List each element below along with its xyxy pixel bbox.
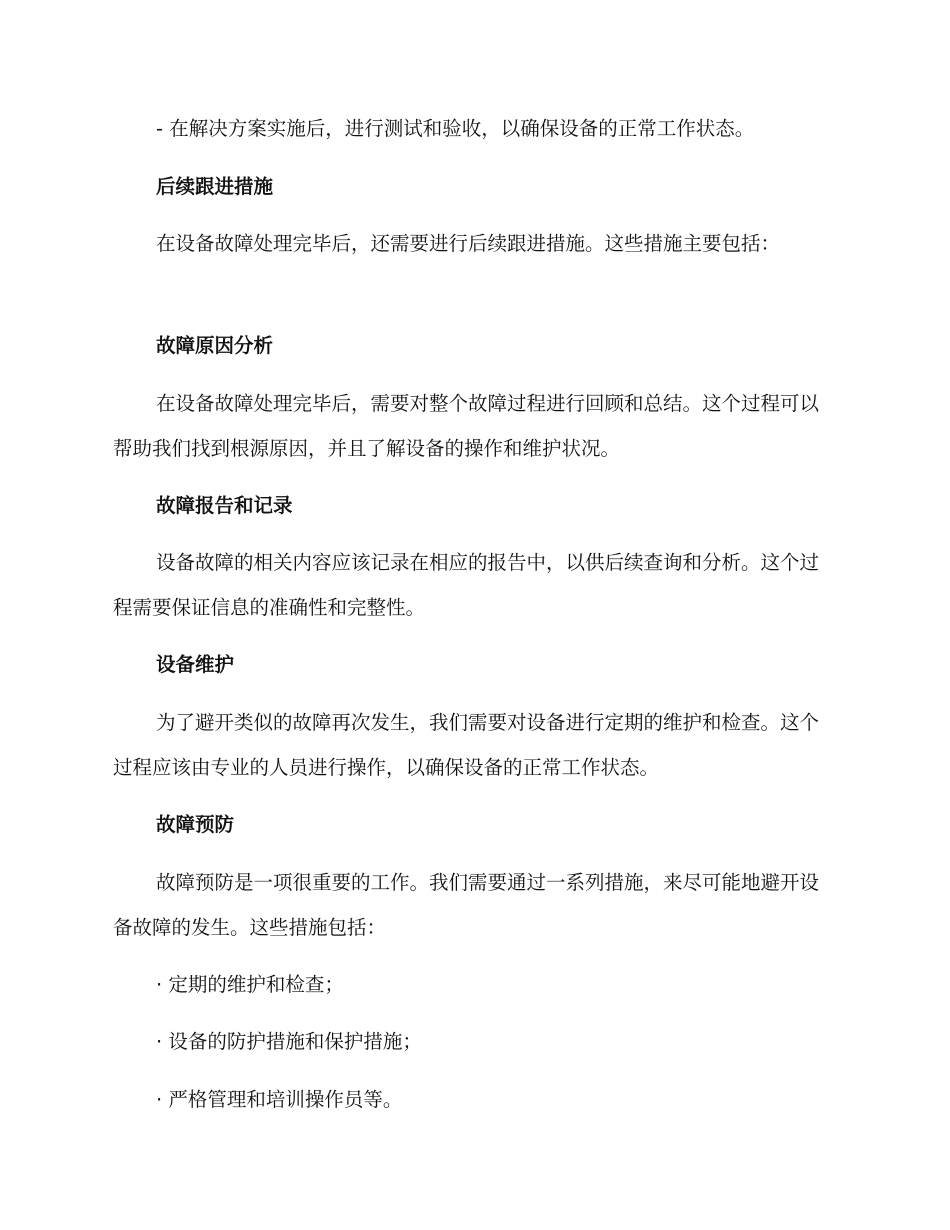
heading-prevention: 故障预防: [156, 813, 235, 836]
heading-cause-analysis: 故障原因分析: [156, 334, 274, 357]
heading-maintenance: 设备维护: [156, 653, 235, 676]
list-item-protection-measures: · 设备的防护措施和保护措施；: [156, 1030, 422, 1053]
paragraph-follow-up-intro: 在设备故障处理完毕后，还需要进行后续跟进措施。这些措施主要包括：: [156, 232, 781, 255]
heading-follow-up: 后续跟进措施: [156, 175, 274, 198]
paragraph-testing-acceptance: - 在解决方案实施后，进行测试和验收，以确保设备的正常工作状态。: [156, 117, 755, 140]
heading-report-record: 故障报告和记录: [156, 494, 293, 517]
paragraph-maintenance: 为了避开类似的故障再次发生，我们需要对设备进行定期的维护和检查。这个过程应该由专业的人员进行操作，以确保设备的正常工作状态。: [113, 711, 820, 779]
paragraph-report-record: 设备故障的相关内容应该记录在相应的报告中，以供后续查询和分析。这个过程需要保证信息的准确性和完整性。: [113, 551, 820, 619]
list-item-regular-maintenance: · 定期的维护和检查；: [156, 973, 344, 996]
paragraph-cause-analysis: 在设备故障处理完毕后，需要对整个故障过程进行回顾和总结。这个过程可以帮助我们找到根源原因，并且了解设备的操作和维护状况。: [113, 392, 820, 460]
list-item-operator-training: · 严格管理和培训操作员等。: [156, 1088, 403, 1111]
paragraph-prevention: 故障预防是一项很重要的工作。我们需要通过一系列措施，来尽可能地避开设备故障的发生。这些措施包括：: [113, 871, 820, 939]
